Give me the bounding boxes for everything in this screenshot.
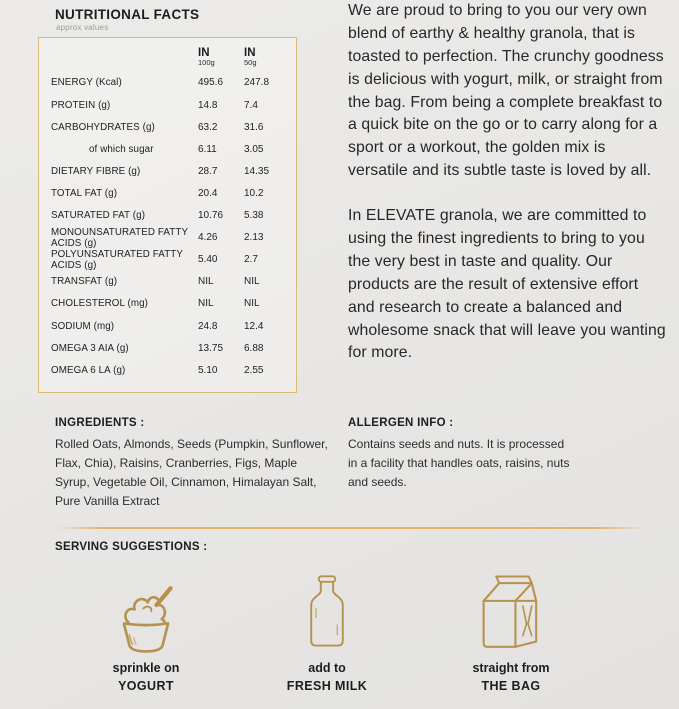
column-header-100g (198, 47, 244, 67)
nutrient-value-100g: 5.40 (198, 254, 218, 266)
brand-story-paragraph-2: In ELEVATE granola, we are committed to using the finest ingredients to bring to you the very best in taste and quality. Our products are the result of extensive effort and research to create a balanced and wholesome snack that will leave you wanting for more. (348, 207, 666, 362)
nutrient-value-50g: 2.13 (244, 232, 264, 244)
serving-caption-line1: straight from (472, 661, 550, 675)
serving-item-the-bag (441, 566, 581, 695)
nutrition-facts-title: NUTRITIONAL FACTS (55, 7, 200, 22)
nutrition-row (39, 337, 296, 359)
nutrient-value-50g: NIL (244, 298, 260, 310)
milk-bottle-icon (257, 566, 397, 654)
nutrient-value-50g: 247.8 (244, 77, 270, 89)
nutrition-rows (39, 72, 296, 381)
nutrient-label: SATURATED FAT (g) (51, 210, 146, 222)
nutrient-value-100g: 13.75 (198, 342, 224, 354)
nutrient-value-50g: 7.4 (244, 99, 258, 111)
nutrient-value-100g: 10.76 (198, 210, 224, 222)
nutrient-value-50g: 3.05 (244, 143, 264, 155)
nutrition-row (39, 249, 296, 271)
nutrient-label: SODIUM (mg) (51, 320, 115, 332)
nutrient-label: OMEGA 6 LA (g) (51, 364, 126, 376)
nutrition-row (39, 293, 296, 315)
nutrient-value-100g: 495.6 (198, 77, 224, 89)
brand-story (348, 0, 666, 387)
nutrition-row (39, 182, 296, 204)
ingredients-text: Rolled Oats, Almonds, Seeds (Pumpkin, Sunflower, Flax, Chia), Raisins, Cranberries, Figs, Maple Syrup, Vegetable Oil, Cinnamon, Himalayan Salt, Pure Vanilla Extract (55, 437, 328, 508)
column-header-unit: 100g (198, 58, 215, 68)
serving-item-yogurt (76, 566, 216, 695)
serving-suggestions-title: SERVING SUGGESTIONS : (55, 541, 208, 553)
serving-caption-line1: add to (308, 661, 346, 675)
nutrient-value-100g: 4.26 (198, 232, 218, 244)
nutrient-label: MONOUNSATURATED FATTY ACIDS (g) (51, 226, 188, 249)
nutrition-table-header (39, 38, 296, 72)
nutrition-table (38, 37, 297, 393)
ingredients-section (55, 417, 331, 511)
serving-caption-line2: THE BAG (481, 678, 541, 693)
nutrient-value-100g: NIL (198, 298, 214, 310)
nutrient-label: ENERGY (Kcal) (51, 77, 122, 89)
nutrition-row (39, 94, 296, 116)
nutrient-label: POLYUNSATURATED FATTY ACIDS (g) (51, 248, 183, 271)
allergen-title: ALLERGEN INFO : (348, 417, 454, 429)
nutrient-value-100g: NIL (198, 276, 214, 288)
nutrient-label: CARBOHYDRATES (g) (51, 121, 155, 133)
milk-carton-icon (441, 566, 581, 654)
serving-caption-line2: FRESH MILK (286, 678, 368, 693)
nutrition-row (39, 160, 296, 182)
nutrition-row (39, 138, 296, 160)
gold-divider (55, 527, 647, 529)
nutrient-value-50g: 31.6 (244, 121, 264, 133)
nutrient-value-50g: 14.35 (244, 165, 270, 177)
brand-story-paragraph-1: We are proud to bring to you our very own blend of earthy & healthy granola, that is toasted to perfection. The crunchy goodness is delicious with yogurt, milk, or straight from the bag. From being a complete breakfast to a quick bite on the go or to carry along for a sport or a workout, the golden mix is versatile and its subtle taste is loved by all. (348, 2, 664, 180)
allergen-text: Contains seeds and nuts. It is processed in a facility that handles oats, raisins, nuts and seeds. (348, 437, 570, 489)
nutrition-row (39, 205, 296, 227)
allergen-section (348, 417, 576, 492)
nutrient-value-100g: 63.2 (198, 121, 218, 133)
nutrition-row (39, 359, 296, 381)
nutrient-value-100g: 6.11 (198, 143, 217, 155)
nutrition-row (39, 72, 296, 94)
column-header-unit: 50g (244, 58, 257, 68)
nutrient-value-100g: 20.4 (198, 187, 218, 199)
nutrient-value-100g: 24.8 (198, 320, 218, 332)
column-header-in-label: IN (198, 47, 210, 59)
nutrition-row (39, 227, 296, 249)
column-header-in-label: IN (244, 47, 256, 59)
column-header-50g (244, 47, 286, 67)
nutrition-row (39, 271, 296, 293)
nutrient-label: DIETARY FIBRE (g) (51, 165, 141, 177)
nutrient-label: PROTEIN (g) (51, 99, 111, 111)
nutrient-value-50g: 5.38 (244, 210, 264, 222)
nutrient-value-100g: 5.10 (198, 364, 218, 376)
nutrient-value-50g: 2.55 (244, 364, 264, 376)
nutrition-row (39, 116, 296, 138)
nutrient-value-50g: 10.2 (244, 187, 264, 199)
nutrient-value-50g: 12.4 (244, 320, 264, 332)
nutrient-label: CHOLESTEROL (mg) (51, 298, 149, 310)
nutrient-value-50g: NIL (244, 276, 260, 288)
serving-item-fresh-milk (257, 566, 397, 695)
nutrient-label: OMEGA 3 AIA (g) (51, 342, 129, 354)
nutrient-label: of which sugar (89, 143, 154, 155)
yogurt-cup-icon (76, 566, 216, 654)
nutrition-facts-subtitle: approx values (56, 23, 109, 32)
nutrient-label: TRANSFAT (g) (51, 276, 118, 288)
header-spacer (51, 47, 198, 67)
nutrient-value-100g: 28.7 (198, 165, 218, 177)
nutrition-row (39, 315, 296, 337)
ingredients-title: INGREDIENTS : (55, 417, 145, 429)
nutrient-label: TOTAL FAT (g) (51, 187, 118, 199)
serving-caption-line1: sprinkle on (112, 661, 180, 675)
serving-caption-line2: YOGURT (118, 678, 174, 693)
nutrient-value-50g: 6.88 (244, 342, 264, 354)
nutrient-value-50g: 2.7 (244, 254, 258, 266)
nutrient-value-100g: 14.8 (198, 99, 218, 111)
